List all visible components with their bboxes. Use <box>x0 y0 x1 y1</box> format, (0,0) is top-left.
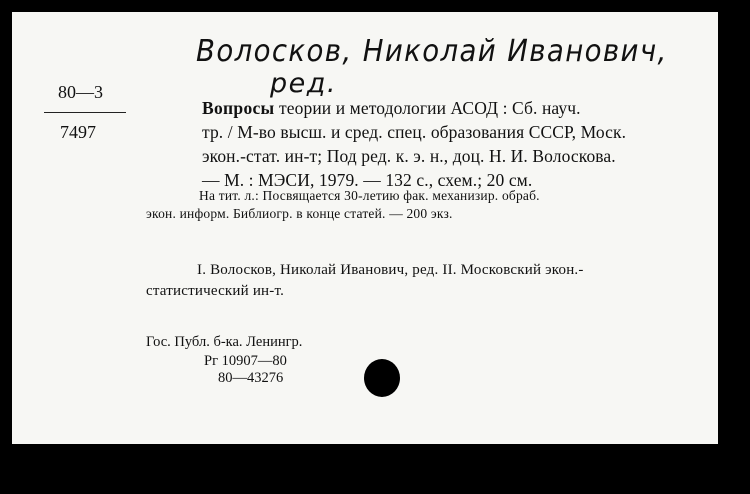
library-line-2: Рг 10907—80 <box>204 353 287 369</box>
tracings-line-2: статистический ин-т. <box>146 283 285 299</box>
entry-line-2: тр. / М-во высш. и сред. спец. образования СССР, Моск. <box>202 122 627 142</box>
entry-line-1-rest: теории и методологии АСОД : Сб. науч. <box>274 98 581 118</box>
library-line-1: Гос. Публ. б-ка. Ленингр. <box>146 334 303 350</box>
entry-line-3: экон.-стат. ин-т; Под ред. к. э. н., доц. Н. И. Волоскова. <box>202 146 616 166</box>
tracings-line-1: I. Волосков, Николай Иванович, ред. II. Московский экон.- <box>197 262 584 278</box>
handwritten-author: Волосков, Николай Иванович, <box>196 34 668 69</box>
handwritten-editor-note: ред. <box>270 68 338 99</box>
entry-line-1 <box>202 98 581 119</box>
punch-hole <box>364 359 400 397</box>
call-number-top: 80—3 <box>58 82 103 102</box>
catalog-card <box>12 12 718 444</box>
call-number-divider <box>44 112 126 113</box>
entry-line-4: — М. : МЭСИ, 1979. — 132 с., схем.; 20 см. <box>202 170 533 190</box>
call-number-bottom: 7497 <box>60 122 96 142</box>
entry-title-bold: Вопросы <box>202 98 275 118</box>
note-line-2: экон. информ. Библиогр. в конце статей. — 200 экз. <box>146 206 453 221</box>
note-line-1: На тит. л.: Посвящается 30-летию фак. механизир. обраб. <box>199 188 540 203</box>
library-line-3: 80—43276 <box>218 370 284 386</box>
